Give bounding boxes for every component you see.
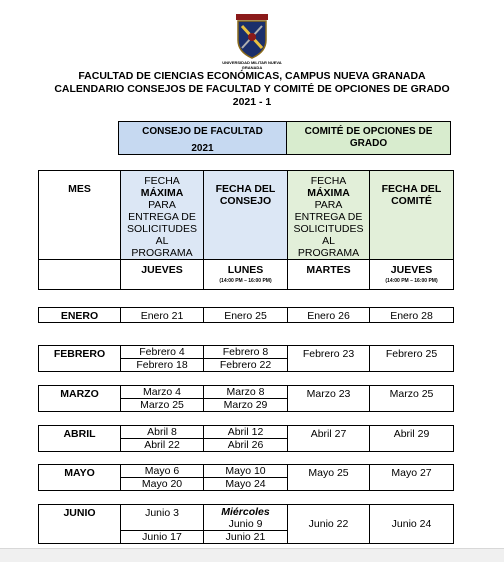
marzo-c2-b: Marzo 29 (204, 399, 288, 412)
enero-c2: Enero 25 (204, 308, 288, 323)
junio-c3: Junio 22 (288, 505, 370, 544)
month-marzo (38, 385, 454, 412)
mayo-c1-b: Mayo 20 (121, 478, 204, 491)
febrero-c3: Febrero 23 (288, 346, 370, 372)
col-fecha-max-2: FECHA MÁXIMA PARA ENTREGA DE SOLICITUDES AL PROGRAMA (288, 171, 370, 260)
month-enero (38, 307, 454, 323)
febrero-c1-a: Febrero 4 (121, 346, 204, 359)
month-febrero (38, 345, 454, 372)
col-fecha-max-1: FECHA MÁXIMA PARA ENTREGA DE SOLICITUDES AL PROGRAMA (121, 171, 204, 260)
marzo-c2-a: Marzo 8 (204, 386, 288, 399)
junio-c2-a: Miércoles Junio 9 (204, 505, 288, 531)
month-name: JUNIO (39, 505, 121, 544)
month-name: MARZO (39, 386, 121, 412)
col-fecha-comite: FECHA DEL COMITÉ (370, 171, 454, 260)
abril-c1-a: Abril 8 (121, 426, 204, 439)
febrero-c1-b: Febrero 18 (121, 359, 204, 372)
col-fecha-consejo: FECHA DEL CONSEJO (204, 171, 288, 260)
abril-c3: Abril 27 (288, 426, 370, 452)
abril-c2-a: Abril 12 (204, 426, 288, 439)
mayo-c1-a: Mayo 6 (121, 465, 204, 478)
mayo-c2-a: Mayo 10 (204, 465, 288, 478)
title-line3: 2021 - 1 (232, 96, 272, 108)
abril-c4: Abril 29 (370, 426, 454, 452)
month-abril (38, 425, 454, 452)
marzo-c1-b: Marzo 25 (121, 399, 204, 412)
junio-c1-b: Junio 17 (121, 531, 204, 544)
febrero-c2-b: Febrero 22 (204, 359, 288, 372)
logo-caption: UNIVERSIDAD MILITAR NUEVA GRANADA (222, 60, 282, 70)
marzo-c4: Marzo 25 (370, 386, 454, 412)
consejo-header: CONSEJO DE FACULTAD 2021 (119, 122, 287, 155)
month-mayo (38, 464, 454, 491)
abril-c2-b: Abril 26 (204, 439, 288, 452)
junio-c2-b: Junio 21 (204, 531, 288, 544)
junio-c1-a: Junio 3 (121, 505, 204, 531)
month-junio (38, 504, 454, 544)
febrero-c4: Febrero 25 (370, 346, 454, 372)
viewer-bottom-strip (0, 548, 504, 562)
consejo-year: 2021 (191, 143, 214, 154)
day-4: JUEVES (14:00 PM – 16:00 PM) (370, 260, 454, 290)
university-logo (232, 12, 272, 62)
febrero-c2-a: Febrero 8 (204, 346, 288, 359)
month-name: ABRIL (39, 426, 121, 452)
marzo-c1-a: Marzo 4 (121, 386, 204, 399)
day-3: MARTES (288, 260, 370, 290)
title-line2: CALENDARIO CONSEJOS DE FACULTAD Y COMITÉ DE OPCIONES DE GRADO (54, 83, 450, 95)
month-name: ENERO (39, 308, 121, 323)
marzo-c3: Marzo 23 (288, 386, 370, 412)
day-1: JUEVES (121, 260, 204, 290)
comite-header: COMITÉ DE OPCIONES DE GRADO (287, 122, 451, 155)
enero-c3: Enero 26 (288, 308, 370, 323)
abril-c1-b: Abril 22 (121, 439, 204, 452)
title-line1: FACULTAD DE CIENCIAS ECONÓMICAS, CAMPUS NUEVA GRANADA (78, 70, 426, 82)
enero-c1: Enero 21 (121, 308, 204, 323)
month-name: FEBRERO (39, 346, 121, 372)
col-mes: MES (39, 171, 121, 260)
top-header-table (118, 121, 451, 155)
enero-c4: Enero 28 (370, 308, 454, 323)
mayo-c3: Mayo 25 (288, 465, 370, 491)
day-2: LUNES (14:00 PM – 16:00 PM) (204, 260, 288, 290)
junio-c4: Junio 24 (370, 505, 454, 544)
day-empty (39, 260, 121, 290)
mayo-c2-b: Mayo 24 (204, 478, 288, 491)
mayo-c4: Mayo 27 (370, 465, 454, 491)
month-name: MAYO (39, 465, 121, 491)
column-header-table (38, 170, 454, 290)
